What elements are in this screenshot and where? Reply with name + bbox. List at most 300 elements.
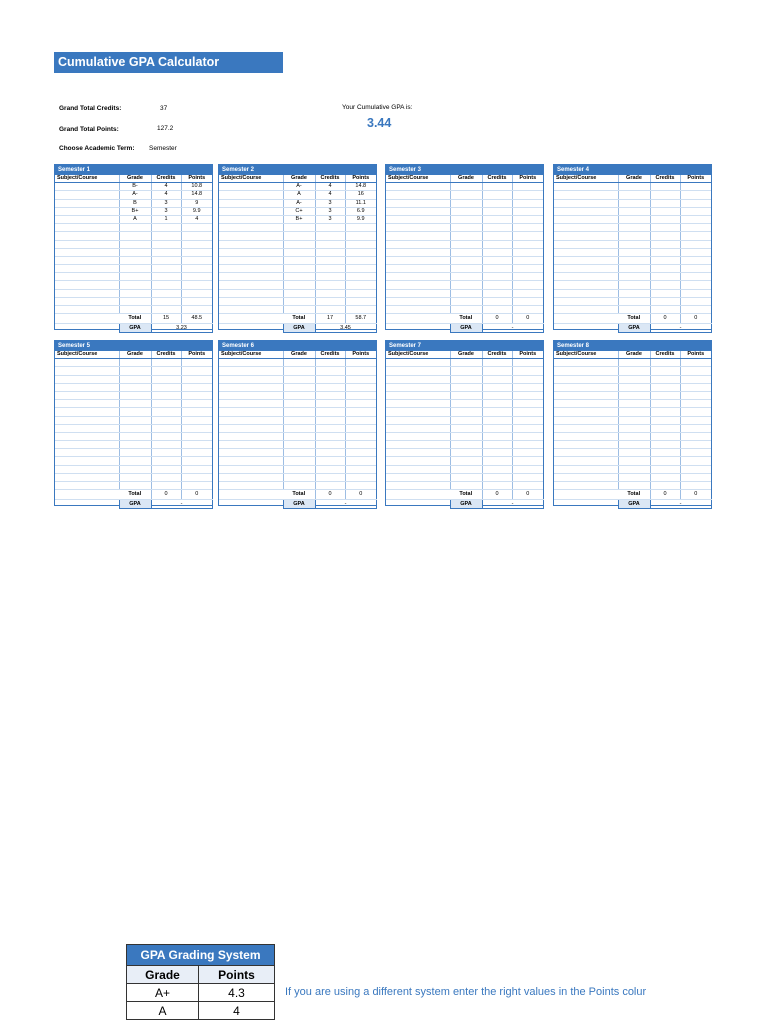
credits-cell[interactable] [151,432,181,440]
grade-cell[interactable] [450,273,482,281]
grade-cell[interactable] [119,449,151,457]
grade-cell[interactable] [119,465,151,473]
grade-cell[interactable] [618,424,650,432]
grade-cell[interactable] [450,256,482,264]
subject-cell[interactable] [386,232,450,240]
grade-cell[interactable] [618,441,650,449]
credits-cell[interactable] [482,199,512,207]
subject-cell[interactable] [386,207,450,215]
subject-cell[interactable] [55,432,119,440]
credits-cell[interactable] [650,232,680,240]
credits-cell[interactable] [650,265,680,273]
grade-cell[interactable] [119,232,151,240]
credits-cell[interactable] [315,248,345,256]
grade-cell[interactable] [119,391,151,399]
subject-cell[interactable] [55,391,119,399]
grade-cell[interactable] [450,416,482,424]
subject-cell[interactable] [55,289,119,297]
grade-cell[interactable] [450,449,482,457]
credits-cell[interactable] [650,391,680,399]
grade-cell[interactable] [450,248,482,256]
grade-cell[interactable] [450,232,482,240]
grade-cell[interactable]: A- [283,183,315,191]
subject-cell[interactable] [554,359,618,367]
grade-cell[interactable] [119,306,151,314]
grade-cell[interactable] [283,232,315,240]
subject-cell[interactable] [386,359,450,367]
credits-cell[interactable] [650,473,680,481]
grade-cell[interactable] [450,306,482,314]
credits-cell[interactable]: 3 [151,207,181,215]
grade-cell[interactable] [283,416,315,424]
grade-cell[interactable] [119,424,151,432]
subject-cell[interactable] [55,457,119,465]
credits-cell[interactable]: 3 [315,215,345,223]
subject-cell[interactable] [554,441,618,449]
grade-cell[interactable] [618,297,650,305]
credits-cell[interactable] [482,265,512,273]
subject-cell[interactable] [219,359,283,367]
subject-cell[interactable] [386,391,450,399]
credits-cell[interactable] [151,265,181,273]
grade-cell[interactable] [618,482,650,490]
grade-cell[interactable] [283,383,315,391]
credits-cell[interactable] [482,465,512,473]
subject-cell[interactable] [55,199,119,207]
subject-cell[interactable] [554,367,618,375]
credits-cell[interactable] [482,248,512,256]
subject-cell[interactable] [386,297,450,305]
credits-cell[interactable] [482,240,512,248]
grade-cell[interactable] [618,367,650,375]
credits-cell[interactable] [650,408,680,416]
subject-cell[interactable] [554,240,618,248]
grade-cell[interactable] [119,224,151,232]
grade-cell[interactable] [283,281,315,289]
subject-cell[interactable] [554,306,618,314]
subject-cell[interactable] [554,297,618,305]
subject-cell[interactable] [55,256,119,264]
credits-cell[interactable] [650,289,680,297]
subject-cell[interactable] [219,383,283,391]
grade-cell[interactable] [450,191,482,199]
grade-cell[interactable] [618,232,650,240]
credits-cell[interactable] [151,449,181,457]
subject-cell[interactable] [219,281,283,289]
subject-cell[interactable] [219,432,283,440]
credits-cell[interactable] [650,248,680,256]
credits-cell[interactable] [482,359,512,367]
subject-cell[interactable] [55,224,119,232]
subject-cell[interactable] [386,375,450,383]
subject-cell[interactable] [55,207,119,215]
subject-cell[interactable] [55,367,119,375]
credits-cell[interactable] [315,449,345,457]
credits-cell[interactable] [315,482,345,490]
grade-cell[interactable] [450,391,482,399]
subject-cell[interactable] [55,449,119,457]
grade-cell[interactable] [119,367,151,375]
grade-cell[interactable] [283,256,315,264]
grade-cell[interactable] [450,367,482,375]
subject-cell[interactable] [219,232,283,240]
credits-cell[interactable] [315,359,345,367]
credits-cell[interactable] [650,424,680,432]
credits-cell[interactable] [650,359,680,367]
subject-cell[interactable] [554,416,618,424]
credits-cell[interactable] [315,383,345,391]
subject-cell[interactable] [55,441,119,449]
credits-cell[interactable] [482,375,512,383]
grade-cell[interactable] [618,408,650,416]
credits-cell[interactable] [151,375,181,383]
subject-cell[interactable] [55,215,119,223]
subject-cell[interactable] [386,281,450,289]
subject-cell[interactable] [554,183,618,191]
grade-cell[interactable] [119,265,151,273]
grade-cell[interactable]: A [283,191,315,199]
subject-cell[interactable] [219,465,283,473]
credits-cell[interactable] [315,265,345,273]
grade-cell[interactable]: B+ [283,215,315,223]
grade-cell[interactable]: B- [119,183,151,191]
grade-cell[interactable] [450,457,482,465]
grade-cell[interactable] [450,224,482,232]
credits-cell[interactable] [482,232,512,240]
credits-cell[interactable] [151,457,181,465]
credits-cell[interactable] [151,408,181,416]
grade-cell[interactable] [618,215,650,223]
grade-cell[interactable] [283,432,315,440]
subject-cell[interactable] [219,183,283,191]
credits-cell[interactable] [315,273,345,281]
subject-cell[interactable] [55,383,119,391]
grade-cell[interactable] [618,416,650,424]
subject-cell[interactable] [55,265,119,273]
subject-cell[interactable] [554,207,618,215]
subject-cell[interactable] [219,265,283,273]
subject-cell[interactable] [386,289,450,297]
credits-cell[interactable] [650,183,680,191]
grade-cell[interactable] [450,215,482,223]
credits-cell[interactable] [151,424,181,432]
grade-cell[interactable] [618,183,650,191]
grade-cell[interactable] [450,183,482,191]
credits-cell[interactable] [650,449,680,457]
subject-cell[interactable] [386,306,450,314]
subject-cell[interactable] [554,400,618,408]
grade-cell[interactable] [119,408,151,416]
subject-cell[interactable] [386,441,450,449]
credits-cell[interactable] [650,367,680,375]
credits-cell[interactable] [315,432,345,440]
grade-cell[interactable] [283,359,315,367]
grade-cell[interactable] [119,359,151,367]
credits-cell[interactable] [650,482,680,490]
grade-cell[interactable] [450,207,482,215]
grade-cell[interactable] [283,367,315,375]
subject-cell[interactable] [554,482,618,490]
subject-cell[interactable] [55,424,119,432]
credits-cell[interactable] [482,441,512,449]
credits-cell[interactable] [650,199,680,207]
grade-cell[interactable] [119,273,151,281]
credits-cell[interactable] [151,281,181,289]
credits-cell[interactable] [151,306,181,314]
credits-cell[interactable] [482,416,512,424]
credits-cell[interactable] [650,400,680,408]
grade-cell[interactable] [450,281,482,289]
credits-cell[interactable]: 4 [151,191,181,199]
subject-cell[interactable] [386,367,450,375]
grade-cell[interactable] [450,240,482,248]
subject-cell[interactable] [554,273,618,281]
credits-cell[interactable] [482,191,512,199]
academic-term-select[interactable]: Semester [149,145,177,152]
grade-cell[interactable] [119,457,151,465]
grade-cell[interactable] [450,408,482,416]
grade-cell[interactable] [618,449,650,457]
credits-cell[interactable]: 3 [151,199,181,207]
subject-cell[interactable] [386,400,450,408]
subject-cell[interactable] [386,408,450,416]
credits-cell[interactable]: 3 [315,199,345,207]
credits-cell[interactable] [151,256,181,264]
grade-cell[interactable] [450,424,482,432]
grade-cell[interactable] [618,240,650,248]
grade-cell[interactable] [618,457,650,465]
subject-cell[interactable] [219,391,283,399]
credits-cell[interactable] [650,441,680,449]
subject-cell[interactable] [554,375,618,383]
credits-cell[interactable] [650,273,680,281]
credits-cell[interactable] [315,297,345,305]
grade-cell[interactable]: A- [283,199,315,207]
subject-cell[interactable] [219,224,283,232]
credits-cell[interactable] [315,457,345,465]
credits-cell[interactable]: 4 [315,191,345,199]
credits-cell[interactable] [151,289,181,297]
subject-cell[interactable] [219,215,283,223]
credits-cell[interactable] [482,424,512,432]
credits-cell[interactable] [482,432,512,440]
credits-cell[interactable] [482,400,512,408]
subject-cell[interactable] [554,424,618,432]
grade-cell[interactable] [618,281,650,289]
grade-cell[interactable] [119,240,151,248]
credits-cell[interactable] [650,383,680,391]
credits-cell[interactable] [482,281,512,289]
subject-cell[interactable] [386,199,450,207]
subject-cell[interactable] [219,256,283,264]
credits-cell[interactable] [315,416,345,424]
subject-cell[interactable] [55,248,119,256]
subject-cell[interactable] [554,232,618,240]
credits-cell[interactable] [315,400,345,408]
subject-cell[interactable] [386,482,450,490]
subject-cell[interactable] [55,273,119,281]
subject-cell[interactable] [386,273,450,281]
grade-cell[interactable] [283,457,315,465]
credits-cell[interactable] [315,367,345,375]
credits-cell[interactable] [482,306,512,314]
credits-cell[interactable] [650,457,680,465]
subject-cell[interactable] [55,306,119,314]
credits-cell[interactable] [650,432,680,440]
subject-cell[interactable] [219,482,283,490]
credits-cell[interactable] [482,391,512,399]
subject-cell[interactable] [386,416,450,424]
subject-cell[interactable] [554,432,618,440]
grade-cell[interactable]: B+ [119,207,151,215]
credits-cell[interactable] [151,224,181,232]
credits-cell[interactable] [151,367,181,375]
grade-cell[interactable] [450,482,482,490]
grade-cell[interactable] [119,375,151,383]
subject-cell[interactable] [219,375,283,383]
credits-cell[interactable] [151,359,181,367]
subject-cell[interactable] [219,199,283,207]
grade-cell[interactable] [283,424,315,432]
credits-cell[interactable] [482,207,512,215]
credits-cell[interactable] [650,207,680,215]
credits-cell[interactable] [482,449,512,457]
subject-cell[interactable] [554,281,618,289]
grade-cell[interactable] [450,297,482,305]
subject-cell[interactable] [55,408,119,416]
credits-cell[interactable] [315,375,345,383]
grade-cell[interactable] [618,432,650,440]
credits-cell[interactable] [482,457,512,465]
grade-cell[interactable] [283,289,315,297]
grade-cell[interactable] [283,449,315,457]
grade-cell[interactable] [283,441,315,449]
subject-cell[interactable] [554,465,618,473]
credits-cell[interactable] [151,232,181,240]
subject-cell[interactable] [554,199,618,207]
subject-cell[interactable] [55,416,119,424]
subject-cell[interactable] [219,441,283,449]
grade-cell[interactable]: B [119,199,151,207]
grade-cell[interactable] [618,391,650,399]
subject-cell[interactable] [386,183,450,191]
subject-cell[interactable] [554,215,618,223]
credits-cell[interactable] [151,273,181,281]
grade-cell[interactable] [450,441,482,449]
credits-cell[interactable] [315,256,345,264]
credits-cell[interactable] [650,297,680,305]
grade-cell[interactable] [618,306,650,314]
subject-cell[interactable] [554,248,618,256]
grade-cell[interactable] [283,273,315,281]
credits-cell[interactable] [151,441,181,449]
subject-cell[interactable] [386,248,450,256]
credits-cell[interactable] [482,215,512,223]
grade-cell[interactable] [119,297,151,305]
grade-cell[interactable] [618,383,650,391]
subject-cell[interactable] [219,367,283,375]
subject-cell[interactable] [386,191,450,199]
credits-cell[interactable] [315,473,345,481]
grade-cell[interactable] [618,273,650,281]
credits-cell[interactable] [650,281,680,289]
grade-cell[interactable] [618,256,650,264]
subject-cell[interactable] [554,191,618,199]
credits-cell[interactable] [482,297,512,305]
grade-cell[interactable] [618,375,650,383]
subject-cell[interactable] [219,400,283,408]
subject-cell[interactable] [55,232,119,240]
grade-cell[interactable] [450,289,482,297]
grade-cell[interactable]: C+ [283,207,315,215]
subject-cell[interactable] [219,289,283,297]
subject-cell[interactable] [554,457,618,465]
grade-cell[interactable] [618,465,650,473]
grade-cell[interactable] [119,416,151,424]
subject-cell[interactable] [386,465,450,473]
credits-cell[interactable] [650,215,680,223]
credits-cell[interactable] [151,383,181,391]
credits-cell[interactable] [315,224,345,232]
grade-cell[interactable] [283,265,315,273]
credits-cell[interactable] [482,256,512,264]
credits-cell[interactable] [315,232,345,240]
subject-cell[interactable] [219,408,283,416]
subject-cell[interactable] [386,256,450,264]
grade-cell[interactable] [450,359,482,367]
credits-cell[interactable] [650,191,680,199]
credits-cell[interactable]: 4 [315,183,345,191]
subject-cell[interactable] [55,400,119,408]
grade-cell[interactable] [450,375,482,383]
subject-cell[interactable] [554,391,618,399]
subject-cell[interactable] [554,256,618,264]
subject-cell[interactable] [386,449,450,457]
grade-cell[interactable] [618,248,650,256]
grade-cell[interactable] [119,482,151,490]
credits-cell[interactable] [482,273,512,281]
subject-cell[interactable] [219,424,283,432]
credits-cell[interactable] [315,391,345,399]
credits-cell[interactable] [315,441,345,449]
subject-cell[interactable] [386,424,450,432]
credits-cell[interactable] [151,473,181,481]
grade-cell[interactable] [450,199,482,207]
grade-cell[interactable] [119,281,151,289]
credits-cell[interactable] [315,240,345,248]
grade-cell[interactable] [283,248,315,256]
grade-cell[interactable] [283,391,315,399]
subject-cell[interactable] [55,191,119,199]
grade-cell[interactable] [119,441,151,449]
subject-cell[interactable] [386,240,450,248]
grade-cell[interactable] [283,297,315,305]
credits-cell[interactable] [315,281,345,289]
credits-cell[interactable]: 4 [151,183,181,191]
subject-cell[interactable] [386,224,450,232]
subject-cell[interactable] [55,359,119,367]
subject-cell[interactable] [219,240,283,248]
subject-cell[interactable] [554,265,618,273]
subject-cell[interactable] [219,473,283,481]
grade-cell[interactable] [618,289,650,297]
grade-cell[interactable] [283,375,315,383]
credits-cell[interactable] [151,416,181,424]
subject-cell[interactable] [554,473,618,481]
credits-cell[interactable] [151,391,181,399]
credits-cell[interactable] [482,482,512,490]
grade-cell[interactable] [119,383,151,391]
